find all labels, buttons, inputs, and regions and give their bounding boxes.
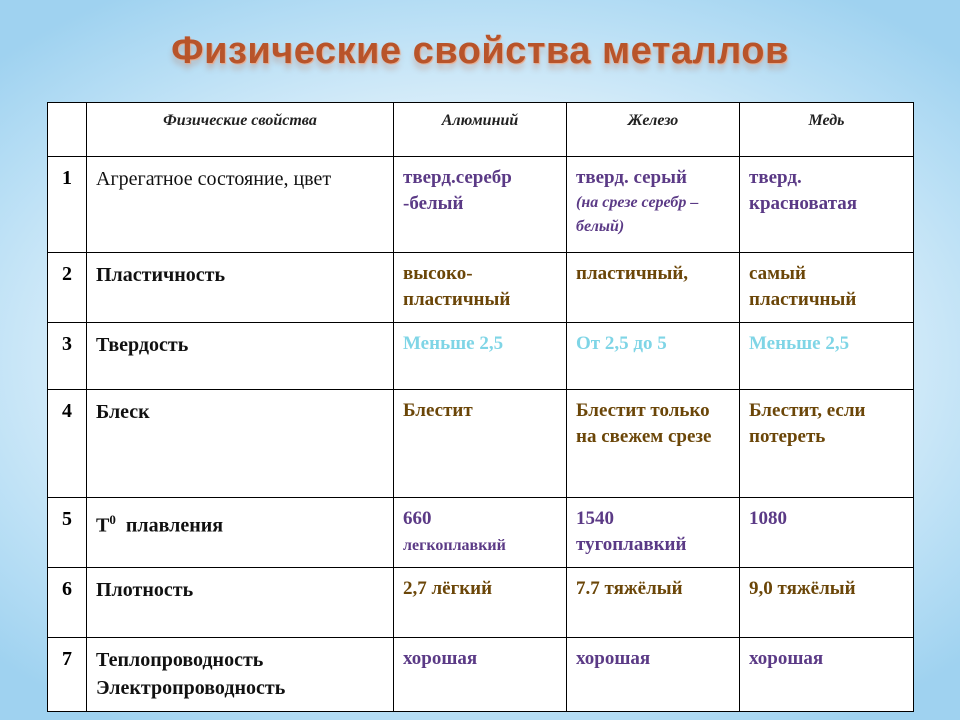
aluminium-value: 2,7 лёгкий bbox=[394, 568, 567, 638]
iron-value: Блестит только на свежем срезе bbox=[567, 390, 740, 498]
header-property: Физические свойства bbox=[87, 103, 394, 157]
property-name bbox=[87, 498, 394, 568]
copper-value: самый пластичный bbox=[740, 253, 914, 323]
property-name: Агрегатное состояние, цвет bbox=[87, 157, 394, 253]
iron-cell bbox=[567, 498, 740, 568]
row-number: 1 bbox=[48, 157, 87, 253]
table-row bbox=[48, 253, 914, 323]
aluminium-value: 660 bbox=[403, 508, 432, 529]
property-name-superscript: 0 bbox=[109, 512, 116, 527]
copper-value: 1080 bbox=[740, 498, 914, 568]
property-name-rest: плавления bbox=[115, 514, 224, 537]
iron-note: тугоплавкий bbox=[576, 534, 687, 555]
row-number: 7 bbox=[48, 638, 87, 712]
aluminium-value: Блестит bbox=[394, 390, 567, 498]
row-number: 5 bbox=[48, 498, 87, 568]
iron-value: тверд. серый bbox=[576, 167, 687, 188]
aluminium-note: легкоплавкий bbox=[403, 537, 506, 554]
iron-value: От 2,5 до 5 bbox=[567, 323, 740, 390]
copper-value: Меньше 2,5 bbox=[740, 323, 914, 390]
table-row bbox=[48, 323, 914, 390]
copper-value: тверд. красноватая bbox=[740, 157, 914, 253]
property-name: Блеск bbox=[87, 390, 394, 498]
iron-value: 1540 bbox=[576, 508, 614, 529]
header-copper: Медь bbox=[740, 103, 914, 157]
row-number: 4 bbox=[48, 390, 87, 498]
header-iron: Железо bbox=[567, 103, 740, 157]
properties-table bbox=[47, 102, 914, 712]
property-name-line2: Электропроводность bbox=[96, 677, 286, 699]
iron-value: хорошая bbox=[567, 638, 740, 712]
iron-value: 7.7 тяжёлый bbox=[567, 568, 740, 638]
iron-note: (на срезе серебр –белый) bbox=[576, 194, 699, 235]
iron-value: пластичный, bbox=[567, 253, 740, 323]
header-row bbox=[48, 103, 914, 157]
row-number: 6 bbox=[48, 568, 87, 638]
aluminium-value: высоко-пластичный bbox=[394, 253, 567, 323]
aluminium-value: тверд.серебр -белый bbox=[394, 157, 567, 253]
property-name: Твердость bbox=[87, 323, 394, 390]
copper-value: 9,0 тяжёлый bbox=[740, 568, 914, 638]
table-row bbox=[48, 638, 914, 712]
table-row bbox=[48, 498, 914, 568]
slide-title: Физические свойства металлов bbox=[171, 30, 789, 72]
row-number: 3 bbox=[48, 323, 87, 390]
aluminium-value: Меньше 2,5 bbox=[394, 323, 567, 390]
property-name bbox=[87, 638, 394, 712]
property-name: Пластичность bbox=[87, 253, 394, 323]
table-row bbox=[48, 390, 914, 498]
table-row bbox=[48, 568, 914, 638]
property-name-line1: Теплопроводность bbox=[96, 649, 264, 671]
copper-value: Блестит, если потереть bbox=[740, 390, 914, 498]
property-name: Плотность bbox=[87, 568, 394, 638]
header-number bbox=[48, 103, 87, 157]
copper-value: хорошая bbox=[740, 638, 914, 712]
header-aluminium: Алюминий bbox=[394, 103, 567, 157]
table-row bbox=[48, 157, 914, 253]
property-name-main: Т bbox=[96, 514, 110, 537]
aluminium-value: хорошая bbox=[394, 638, 567, 712]
aluminium-cell bbox=[394, 498, 567, 568]
iron-cell bbox=[567, 157, 740, 253]
row-number: 2 bbox=[48, 253, 87, 323]
